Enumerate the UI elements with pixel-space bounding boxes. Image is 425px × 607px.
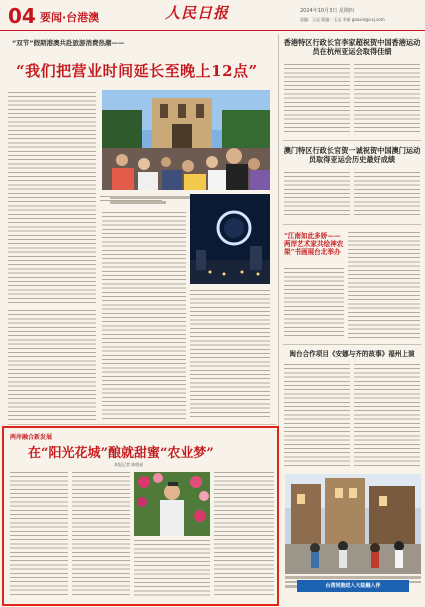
feature-body-col2 <box>72 472 130 598</box>
right-low-body-2 <box>354 364 420 468</box>
masthead <box>0 0 425 31</box>
series-label: 台湾同胞进入大陆融入伴 <box>297 580 409 592</box>
lead-body-col1 <box>8 92 96 304</box>
page-name: 要闻·台港澳 <box>40 11 100 24</box>
lead-body-col2 <box>102 212 186 420</box>
feature-top-rule <box>8 424 276 425</box>
feature-headline: 在“阳光花城”酿就甜蜜“农业梦” <box>28 446 214 461</box>
feature-body-col3 <box>134 540 210 598</box>
newspaper-logo: 人民日报 <box>165 4 230 22</box>
issue-date: 2024年10月3日 星期四 <box>300 8 354 14</box>
right-top-headline: 香港特区行政长官李家超祝贺中国香港运动员在杭州亚运会取得佳绩 <box>283 38 421 56</box>
feature-story-highlight[interactable] <box>2 426 279 606</box>
right-art-headline: “江南如此多娇——两岸艺术家共绘神农架”书画展台北举办 <box>284 232 344 257</box>
lead-body-col1b <box>8 310 96 420</box>
feature-byline: 本报记者 陈晓星 <box>114 462 144 467</box>
right-top-body-1 <box>284 64 350 134</box>
photo-street-scene <box>285 474 421 574</box>
photo-ruins-of-st-pauls <box>102 90 270 190</box>
right-top-body-2 <box>354 64 420 134</box>
right-divider-2 <box>283 224 421 225</box>
right-art-body-1 <box>284 268 344 338</box>
feature-kicker: 两岸融合新发展 <box>10 434 53 441</box>
right-art-body-2 <box>348 232 420 338</box>
right-mid-headline: 澳门特区行政长官贺一诚祝贺中国澳门运动员取得亚运会历史最好成绩 <box>283 146 421 164</box>
lead-headline: “我们把营业时间延长至晚上12点” <box>16 62 258 80</box>
lead-kicker: “双节”假期港澳共赴旅游消费热潮—— <box>12 39 125 47</box>
photo-caption-1 <box>110 196 190 204</box>
feature-body-col4 <box>214 472 274 598</box>
page-number: 04 <box>8 4 36 28</box>
right-divider-3 <box>283 344 421 345</box>
photo-farmer-with-flowers <box>134 472 210 536</box>
right-divider-1 <box>283 140 421 141</box>
lead-body-col3 <box>190 290 270 420</box>
editors-line: 责编：王远 版编：王远 李丽 gaoxin@cxj.com <box>300 17 385 22</box>
right-low-headline: 闽台合作项目《安娜与齐的故事》福州上演 <box>289 350 415 358</box>
feature-body-col1 <box>10 472 68 598</box>
right-low-body-1 <box>284 364 350 468</box>
photo-night-sky-drone-show <box>190 194 270 284</box>
right-mid-body-2 <box>354 172 420 218</box>
right-mid-body-1 <box>284 172 350 218</box>
